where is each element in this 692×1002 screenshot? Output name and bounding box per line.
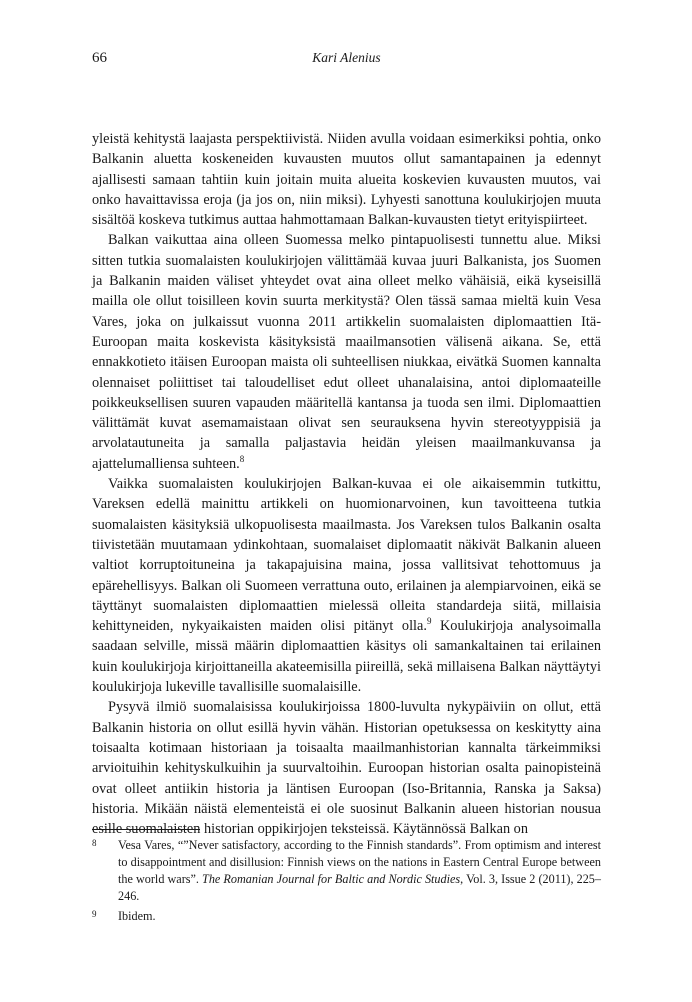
footnote-8 <box>92 837 601 905</box>
body-text <box>92 129 601 839</box>
paragraph-4-text: Pysyvä ilmiö suomalaisissa koulukirjoissa 1800-luvulta nykypäiviin on ollut, että Balkanin historia on ollut esillä hyvin vähän. Historian opetuksessa on keskitytty aina toisaalta kotimaan historiaan ja toisaalta maailmanhistorian kannalta tärkeimmiksi arvioituihin kehityskulkuihin ja suurvaltoihin. Euroopan historian osalta painopisteinä ovat olleet antiikin historia ja läntisen Euroopan (Iso-Britannia, Ranska ja Saksa) historia. Mikään näistä elementeistä ei ole suosinut Balkanin alueen historian nousua esille suomalaisten historian oppikirjojen teksteissä. Käytännössä Balkan on <box>92 699 601 838</box>
footnote-text-after: , Vol. 3, Issue 2 (2011), 225–246. <box>118 872 601 903</box>
footnotes <box>92 837 601 928</box>
footnote-ref-9[interactable]: 9 <box>426 616 432 627</box>
paragraph-2-text: Balkan vaikuttaa aina olleen Suomessa melko pintapuolisesti tunnettu alue. Miksi sitten tutkia suomalaisten koulukirjojen välittämää kuvaa juuri Balkanista, jos Suomen ja Balkanin maiden väliset yhteydet ovat aina olleet melko vähäisiä, eikä kyseisillä mailla ole ollut toisilleen kovin suurta merkitystä? Olen tässä samaa mieltä kuin Vesa Vares, joka on julkaissut vuonna 2011 artikkelin suomalaisten diplomaattien Itä-Euroopan maita koskevista käsityksistä maailmansotien välisenä aikana. Se, että ennakkotieto itäisen Euroopan maista oli suhteellisen niukkaa, eivätkä Suomen kannalta olennaiset poliittiset tai taloudelliset edut olleet uhanalaisina, antoi diplomaateille poikkeuksellisen suuren vapauden määritellä kantansa ja tuoda sen ilmi. Diplomaattien välittämät kuvat asemamaistaan olivat sen seurauksena hyvin stereotyyppisiä ja arvolatautuneita ja samalla paljastavia heidän yleisen maailmankuvansa ja ajattelumalliensa suhteen. <box>92 232 601 472</box>
footnote-ref-8[interactable]: 8 <box>239 453 245 464</box>
paragraph-3-text: Vaikka suomalaisten koulukirjojen Balkan-kuvaa ei ole aikaisemmin tutkittu, Vareksen edellä mainittu artikkeli on huomionarvoinen, kun tavoitteena tutkia suomalaisten käsityksiä ulkopuolisesta maailmasta. Jos Vareksen tulos Balkanin osalta tiivistetään muutamaan ydinkohtaan, suomalaiset diplomaatit näkivät Balkanin alueen valtiot korruptoituneina ja takapajuisina maina, jossa vallitsivat tehottomuus ja epärehellisyys. Balkan oli Suomeen verrattuna outo, erilainen ja alempiarvoinen, eikä se täyttänyt suomalaisten diplomaattien mielessä olleita standardeja siitä, millaisia kehittyneiden, nykyaikaisten maiden olisi pitänyt olla. <box>92 476 601 635</box>
footnote-text: Ibidem. <box>118 909 156 923</box>
paragraph-3 <box>92 474 601 697</box>
footnote-divider <box>92 829 200 830</box>
running-head-author: Kari Alenius <box>312 50 381 65</box>
footnote-number: 9 <box>92 909 97 919</box>
paragraph-2 <box>92 230 601 474</box>
paragraph-1 <box>92 129 601 230</box>
page-number: 66 <box>92 50 107 66</box>
footnote-text: Vesa Vares, “”Never satisfactory, according to the Finnish standards”. From optimism and interest to disappointment and disillusion: Finnish views on the nations in Eastern Central Europe between the world wars”. <box>118 838 601 886</box>
footnote-journal-title: The Romanian Journal for Baltic and Nordic Studies <box>202 872 461 886</box>
footnote-9 <box>92 908 601 925</box>
page-header <box>92 50 601 74</box>
footnote-number: 8 <box>92 838 97 848</box>
paragraph-1-text: yleistä kehitystä laajasta perspektiivistä. Niiden avulla voidaan esimerkiksi pohtia, onko Balkanin aluetta koskeneiden kuvausten muutos ollut samantapainen ja edennyt ajallisesti samaan tahtiin kuin joitain muita alueita koskevien kuvausten muutos, vai onko havaittavissa eroja (ja jos on, niin miksi). Lyhyesti sanottuna koulukirjojen muuta sisältöä koskeva tutkimus auttaa hahmottamaan Balkan-kuvausten tietyt erityispiirteet. <box>92 131 601 229</box>
paragraph-4 <box>92 697 601 839</box>
paragraph-3-text-after: Koulukirjoja analysoimalla saadaan selville, missä määrin diplomaattien käsitys oli samankaltainen tai erilainen kuin koulukirjoja kirjoittaneilla akateemisilla piireillä, sekä millaisena Balkan näyttäytyi koulukirjoja lukeville tavallisille suomalaisille. <box>92 618 601 696</box>
